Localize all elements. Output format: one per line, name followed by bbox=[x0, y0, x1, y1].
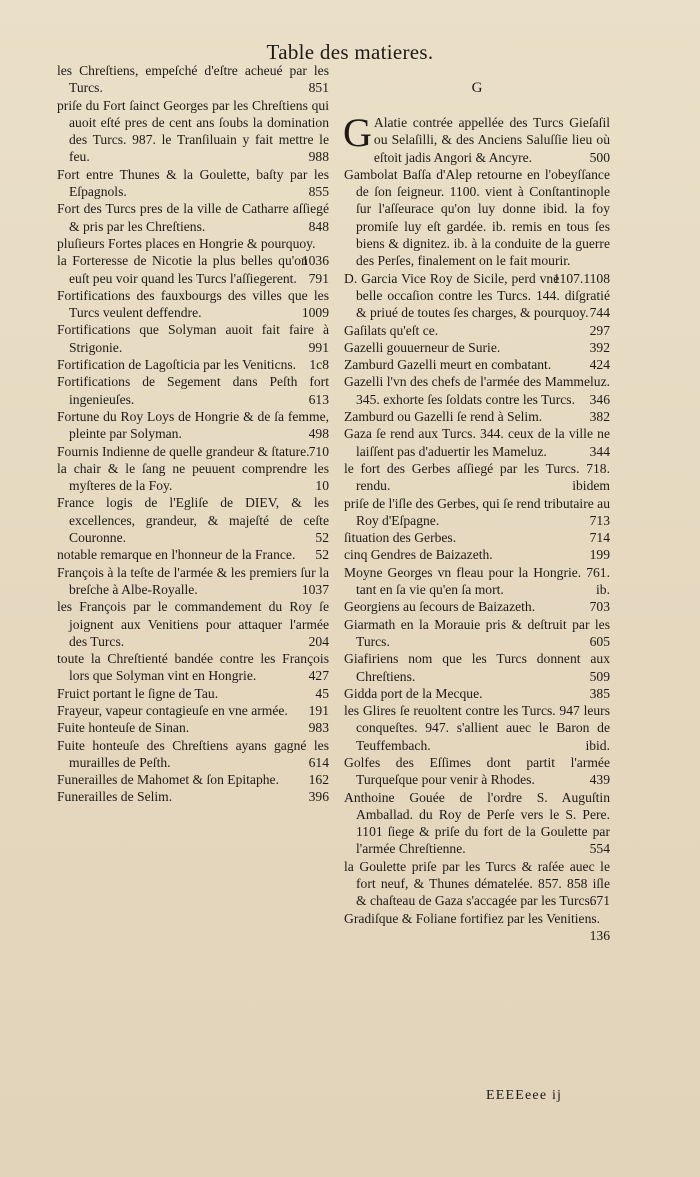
index-entry bbox=[344, 702, 610, 754]
entry-text: priſe du Fort ſainct Georges par les Chreſtiens qui auoit eſté pres de cent ans ſoubs la domination des Turcs. 987. le Tranſiluain y fait mettre le feu. bbox=[57, 97, 329, 165]
section-letter: G bbox=[471, 80, 483, 96]
entry-text: priſe de l'iſle des Gerbes, qui ſe rend tributaire au Roy d'Eſpagne. bbox=[344, 495, 610, 528]
entry-text: Gaza ſe rend aux Turcs. 344. ceux de la ville ne laiſſent pas d'aduertir les Mameluz. bbox=[344, 426, 610, 459]
entry-page-number: 199 bbox=[589, 547, 610, 563]
entry-page-number: ibidem bbox=[572, 478, 610, 494]
entry-page-number: 204 bbox=[308, 633, 329, 649]
entry-text: Funerailles de Selim. bbox=[57, 789, 173, 805]
index-entry bbox=[57, 460, 329, 495]
entry-text: Moyne Georges vn fleau pour la Hongrie. 761. tant en ſa vie qu'en ſa mort. bbox=[344, 564, 610, 598]
entry-text: cinq Gendres de Baizazeth. bbox=[344, 547, 493, 563]
entry-page-number: 500 bbox=[589, 149, 610, 165]
entry-page-number: 191 bbox=[308, 702, 329, 718]
index-entry bbox=[344, 598, 610, 615]
index-entry bbox=[344, 685, 610, 702]
entry-page-number: ib. bbox=[596, 582, 610, 598]
entry-text: Frayeur, vapeur contagieuſe en vne armée. bbox=[57, 702, 288, 718]
index-entry bbox=[57, 373, 329, 408]
entry-text: Giafiriens nom que les Turcs donnent aux Chreſtiens. bbox=[344, 651, 610, 684]
entry-page-number: ibid. bbox=[585, 737, 610, 753]
index-column-right bbox=[344, 62, 610, 944]
entry-text: Gazelli gouuerneur de Surie. bbox=[344, 339, 501, 355]
entry-page-number: 427 bbox=[308, 668, 329, 684]
entry-page-number: 297 bbox=[589, 322, 610, 338]
entry-text: Fuite honteuſe des Chreſtiens ayans gagné les murailles de Peſth. bbox=[57, 737, 329, 770]
entry-text: pluſieurs Fortes places en Hongrie & pourquoy. bbox=[57, 235, 316, 251]
entry-text: Fruict portant le ſigne de Tau. bbox=[57, 685, 219, 701]
entry-text: la Forteresse de Nicotie la plus belles qu'on euſt peu voir quand les Turcs l'aſſiegerent. bbox=[57, 253, 308, 286]
index-entry bbox=[57, 287, 329, 322]
entry-text: Funerailles de Mahomet & ſon Epitaphe. bbox=[57, 772, 279, 788]
entry-page-number: 710 bbox=[308, 443, 329, 459]
entry-text: ſituation des Gerbes. bbox=[344, 530, 457, 546]
entry-page-number: 1107.1108 bbox=[553, 270, 610, 286]
index-entry bbox=[344, 616, 610, 651]
entry-text: Fortifications de Segement dans Peſth fort ingenieuſes. bbox=[57, 374, 329, 407]
entry-text: Georgiens au ſecours de Baizazeth. bbox=[344, 599, 536, 615]
index-entry bbox=[344, 564, 610, 599]
entry-page-number: 1036 bbox=[301, 253, 329, 269]
entry-page-number: 983 bbox=[308, 720, 329, 736]
index-entry bbox=[57, 685, 329, 702]
index-entry bbox=[57, 97, 329, 166]
entry-text: Giarmath en la Morauie pris & deſtruit par les Turcs. bbox=[344, 616, 610, 649]
entry-page-number: 991 bbox=[308, 339, 329, 355]
entry-text: France logis de l'Egliſe de DIEV, & les excellences, grandeur, & majeſté de ceſte Couronne. bbox=[57, 495, 329, 546]
entry-page-number: 714 bbox=[589, 530, 610, 546]
entry-text: les Glires ſe reuoltent contre les Turcs. 947 leurs conqueſtes. 947. s'allient auec le Baron de Teuffembach. bbox=[344, 703, 610, 753]
drop-cap-initial: G bbox=[343, 110, 372, 155]
entry-text: Anthoine Gouée de l'ordre S. Auguſtin Amballad. du Roy de Perſe vers le S. Pere. 1101 ſiege & priſe du fort de la Goulette par l'armée Chreſtienne. bbox=[344, 789, 610, 857]
index-entry bbox=[344, 495, 610, 530]
entry-page-number: 791 bbox=[308, 270, 329, 286]
entry-page-number: 744 bbox=[589, 305, 610, 321]
index-entry bbox=[344, 460, 610, 495]
entry-text: Fortifications des fauxbourgs des villes que les Turcs veulent deffendre. bbox=[57, 287, 329, 321]
printer-signature-mark: EEEEeee ij bbox=[486, 1088, 563, 1103]
entry-page-number: 344 bbox=[589, 443, 610, 459]
index-entry bbox=[344, 166, 610, 286]
index-entry bbox=[57, 494, 329, 546]
entry-text: D. Garcia Vice Roy de Sicile, perd vne belle occaſion contre les Turcs. 144. diſgratié & priué de toutes ſes charges, & pourquoy. bbox=[344, 270, 610, 321]
index-entry bbox=[57, 62, 329, 97]
entry-text: François à la teſte de l'armée & les premiers ſur la breſche à Albe-Royalle. bbox=[57, 564, 329, 597]
index-entry bbox=[344, 910, 610, 943]
index-entry bbox=[57, 737, 329, 772]
entry-text: la Goulette priſe par les Turcs & raſée auec le fort neuf, & Thunes dématelée. 857. 858 iſle & chaſteau de Gaza s'accagée par les Turcs. bbox=[344, 858, 610, 909]
index-entry bbox=[57, 166, 329, 201]
entry-page-number: 396 bbox=[308, 789, 329, 805]
index-entry bbox=[343, 110, 610, 166]
page-title: Table des matieres. bbox=[266, 40, 434, 64]
entry-page-number: 1037 bbox=[301, 581, 329, 597]
index-entry bbox=[57, 598, 329, 650]
index-entry bbox=[344, 373, 610, 408]
entry-text: Zamburd ou Gazelli ſe rend à Selim. bbox=[344, 409, 543, 425]
entry-page-number: 385 bbox=[589, 685, 610, 701]
index-entry bbox=[57, 408, 329, 443]
entry-page-number: 713 bbox=[589, 512, 610, 528]
entry-page-number: 614 bbox=[308, 754, 329, 770]
entry-text: Fort entre Thunes & la Goulette, baſty par les Eſpagnols. bbox=[57, 166, 329, 200]
entry-text: toute la Chreſtienté bandée contre les François lors que Solyman vint en Hongrie. bbox=[57, 651, 329, 684]
entry-text: Zamburd Gazelli meurt en combatant. bbox=[344, 357, 552, 373]
index-entry bbox=[57, 443, 329, 460]
entry-page-number: 439 bbox=[589, 772, 610, 788]
entry-page-number: 613 bbox=[308, 391, 329, 407]
entry-text: Gidda port de la Mecque. bbox=[344, 685, 483, 701]
entry-page-number: 851 bbox=[308, 80, 329, 96]
index-entry bbox=[57, 200, 329, 235]
index-entry bbox=[344, 322, 610, 339]
entry-text: notable remarque en l'honneur de la France. bbox=[57, 547, 296, 563]
entry-page-number: 509 bbox=[589, 668, 610, 684]
entry-page-number: 703 bbox=[589, 599, 610, 615]
entry-text: Fournis Indienne de quelle grandeur & ſtature. bbox=[57, 443, 310, 459]
entry-text: le fort des Gerbes aſſiegé par les Turcs. 718. rendu. bbox=[344, 460, 610, 494]
entry-text: Gaſilats qu'eſt ce. bbox=[344, 322, 439, 338]
index-entry bbox=[344, 754, 610, 789]
index-entry bbox=[344, 789, 610, 858]
index-entry bbox=[57, 321, 329, 356]
index-entry bbox=[57, 650, 329, 685]
entry-page-number: 346 bbox=[589, 391, 610, 407]
entry-text: la chair & le ſang ne peuuent comprendre les myſteres de la Foy. bbox=[57, 460, 329, 494]
index-entry bbox=[344, 408, 610, 425]
index-entry bbox=[344, 356, 610, 373]
entry-page-number: 848 bbox=[308, 218, 329, 234]
entry-page-number: 392 bbox=[589, 339, 610, 355]
entry-text: Gradiſque & Foliane fortifiez par les Venitiens. bbox=[344, 910, 601, 926]
index-entry bbox=[344, 339, 610, 356]
entry-page-number: 855 bbox=[308, 184, 329, 200]
index-entry bbox=[57, 719, 329, 736]
entry-page-number: 424 bbox=[589, 357, 610, 373]
entry-text: Fort des Turcs pres de la ville de Catharre aſſiegé & pris par les Chreſtiens. bbox=[57, 201, 329, 234]
entry-page-number: 498 bbox=[308, 426, 329, 442]
entry-page-number: 45 bbox=[315, 685, 329, 701]
index-entry bbox=[57, 356, 329, 373]
index-column-left bbox=[57, 62, 329, 806]
index-entry bbox=[57, 252, 329, 287]
entry-page-number: 605 bbox=[589, 633, 610, 649]
index-entry bbox=[57, 771, 329, 788]
entry-text: Fortifications que Solyman auoit fait faire à Strigonie. bbox=[57, 322, 329, 355]
entry-page-number: 382 bbox=[589, 409, 610, 425]
index-entry bbox=[344, 546, 610, 563]
entry-text: Fortification de Lagoſticia par les Veniticns. bbox=[57, 357, 297, 373]
entry-page-number: 10 bbox=[315, 478, 329, 494]
index-entry bbox=[57, 788, 329, 805]
index-entry bbox=[344, 425, 610, 460]
entry-page-number: 988 bbox=[308, 149, 329, 165]
entry-page-number: 554 bbox=[589, 841, 610, 857]
index-entry bbox=[57, 546, 329, 563]
index-entry bbox=[57, 235, 329, 269]
index-entry bbox=[57, 702, 329, 719]
entry-page-number: 52 bbox=[315, 530, 329, 546]
entry-text: Fuite honteuſe de Sinan. bbox=[57, 720, 190, 736]
entry-page-number: 52 bbox=[315, 547, 329, 563]
entry-text: Gazelli l'vn des chefs de l'armée des Mammeluz. 345. exhorte ſes ſoldats contre les Turcs. bbox=[344, 374, 610, 407]
index-entry bbox=[57, 564, 329, 599]
entry-text: les François par le commandement du Roy ſe joignent aux Venitiens pour attaquer l'armée des Turcs. bbox=[57, 599, 329, 649]
entry-text: les Chreſtiens, empeſché d'eſtre acheué par les Turcs. bbox=[57, 63, 329, 96]
entry-text: Golfes des Eſſimes dont partit l'armée Turqueſque pour venir à Rhodes. bbox=[344, 754, 610, 788]
index-entry bbox=[344, 650, 610, 685]
entry-text: Gambolat Baſſa d'Alep retourne en l'obeyſſance de ſon ſeigneur. 1100. vient à Conſtantinople ſur l'aſſeurace qu'on luy donne ibid. la foy promiſe luy eſt gardée. ib. remis en tous ſes biens & dignitez. ib. à la conduite de la guerre des Perſes, finalement on le fait mourir. bbox=[344, 166, 610, 269]
entry-page-number: 671 bbox=[589, 893, 610, 909]
entry-text: Fortune du Roy Loys de Hongrie & de ſa femme, pleinte par Solyman. bbox=[57, 408, 329, 442]
entry-page-number: 162 bbox=[308, 772, 329, 788]
entry-page-number: 1009 bbox=[301, 305, 329, 321]
index-entry bbox=[344, 529, 610, 546]
index-entry bbox=[344, 858, 610, 910]
entry-page-number: 1c8 bbox=[309, 357, 329, 373]
entry-page-number: 136 bbox=[589, 927, 610, 943]
entry-text: Alatie contrée appellée des Turcs Gieſaſil ou Selaſilli, & des Anciens Saluſſie lieu où eſtoit jadis Angori & Ancyre. bbox=[373, 115, 610, 165]
